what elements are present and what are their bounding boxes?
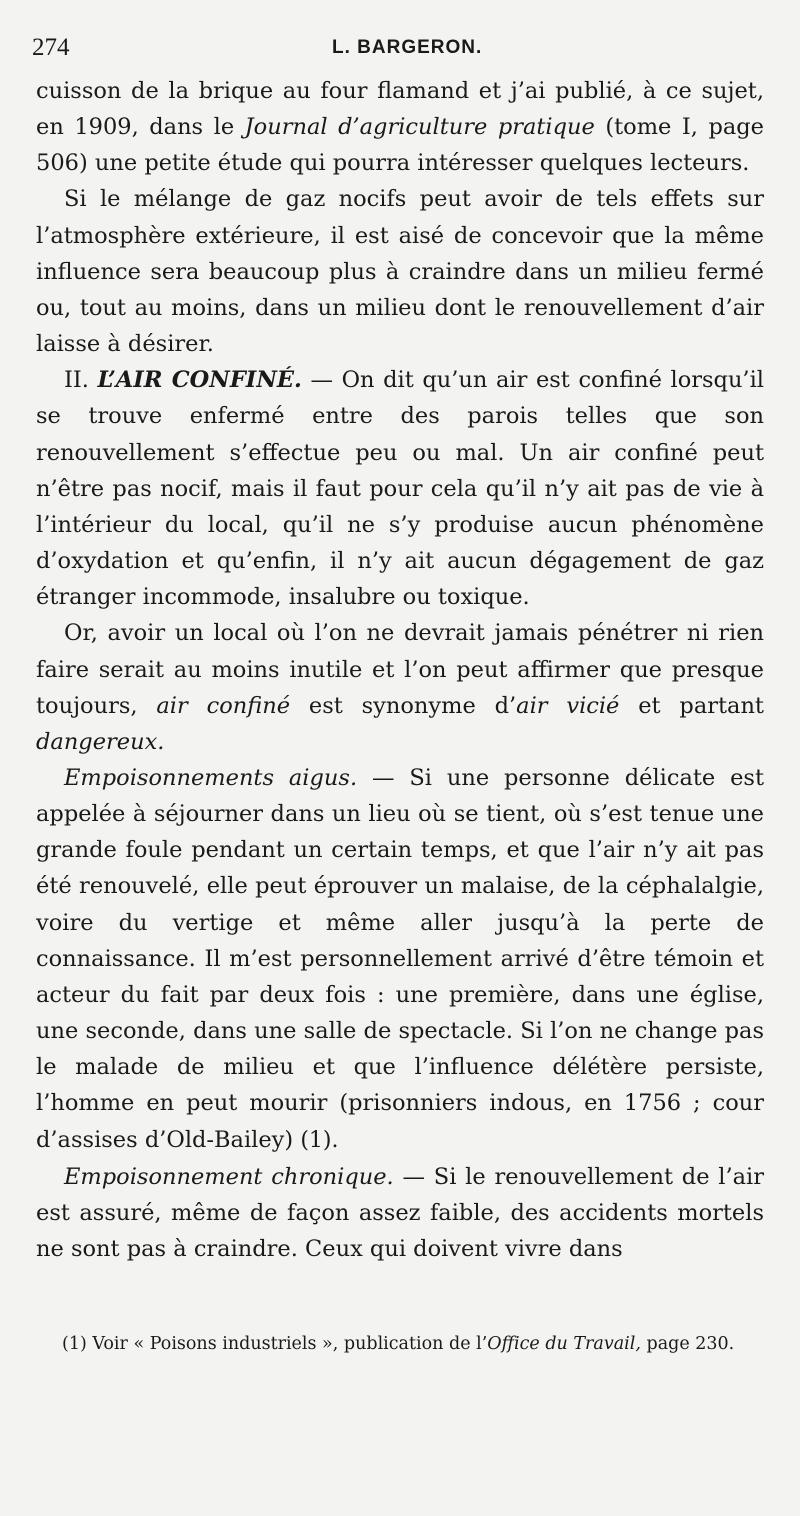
emphasis: air confiné	[156, 692, 291, 719]
text-run: (1) Voir « Poisons industriels », publication de l’	[62, 1334, 488, 1354]
text-run: page 230.	[640, 1334, 735, 1354]
subsection-heading: Empoisonnements aigus.	[64, 764, 358, 791]
journal-title: Journal d’agriculture pratique	[244, 114, 595, 141]
paragraph	[36, 615, 764, 760]
text-run: Or, avoir un local où l’on ne devrait jamais pénétrer ni rien faire serait au moins inutile et l’on peut affirmer que presque toujours,	[36, 620, 764, 719]
paragraph: Si le mélange de gaz nocifs peut avoir de tels effets sur l’atmosphère extérieure, il est aisé de concevoir que la même influence sera beaucoup plus à craindre dans un milieu fermé ou, tout au moins, dans un milieu dont le renouvellement d’air laisse à désirer.	[36, 186, 764, 358]
text-run: (tome I, page 506) une petite étude qui pourra intéresser quelques lecteurs.	[36, 114, 764, 177]
text-run: est synonyme d’	[290, 692, 517, 719]
footnote	[48, 1332, 764, 1356]
subsection-heading: Empoisonnement chronique.	[64, 1163, 394, 1190]
text-run: — Si le renouvellement de l’air est assuré, même de façon assez faible, des accidents mortels ne sont pas à craindre. Ceux qui doivent vivre dans	[36, 1163, 765, 1262]
section-heading: L’AIR CONFINÉ.	[97, 367, 302, 394]
emphasis: dangereux.	[36, 728, 165, 755]
body-text	[36, 73, 764, 1267]
page-header	[32, 30, 772, 66]
section-number: II.	[64, 367, 98, 394]
paragraph-continued	[36, 73, 764, 181]
emphasis: Office du Travail,	[487, 1334, 641, 1354]
subsection-paragraph	[36, 760, 764, 1159]
text-run: — On dit qu’un air est confiné lorsqu’il se trouve enfermé entre des parois telles que son renouvellement s’effectue peu ou mal. Un air confiné peut n’être pas nocif, mais il faut pour cela qu’il n’y ait pas de vie à l’intérieur du local, qu’il ne s’y produise aucun phénomène d’oxydation et qu’enfin, il n’y ait aucun dégagement de gaz étranger incommode, insalubre ou toxique.	[36, 367, 764, 611]
text-run: et partant	[619, 692, 764, 719]
text-run: — Si une personne délicate est appelée à séjourner dans un lieu où se tient, où s’est tenue une grande foule pendant un certain temps, et que l’air n’y ait pas été renouvelé, elle peut éprouver un malaise, de la céphalalgie, voire du vertige et même aller jusqu’à la perte de connaissance. Il m’est personnellement arrivé d’être témoin et acteur du fait par deux fois : une première, dans une église, une seconde, dans une salle de spectacle. Si l’on ne change pas le malade de milieu et que l’influence délétère persiste, l’homme en peut mourir (prisonniers indous, en 1756 ; cour d’assises d’Old-Bailey)	[36, 764, 764, 1153]
section-paragraph	[36, 362, 764, 615]
subsection-paragraph	[36, 1159, 764, 1267]
page-number: 274	[32, 34, 70, 61]
footnote-reference: (1).	[300, 1127, 339, 1153]
text-run: cuisson de la brique au four flamand et j’ai publié, à ce sujet, en 1909, dans le	[36, 78, 764, 141]
running-head: L. BARGERON.	[332, 37, 483, 58]
emphasis: air vicié	[516, 692, 620, 719]
